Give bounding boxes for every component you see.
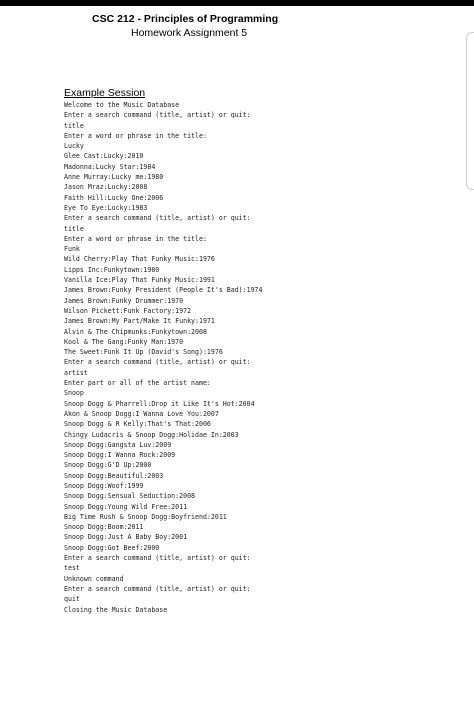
session-line: Snoop Dogg & Pharrell:Drop it Like It's Hot:2004 [64, 399, 255, 408]
session-line: James Brown:My Part/Make It Funky:1971 [64, 317, 215, 326]
session-line: Wilson Pickett:Funk Factory:1972 [64, 306, 192, 315]
session-line: Snoop Dogg:Sensual Seduction:2008 [64, 492, 196, 501]
session-line: Akon & Snoop Dogg:I Wanna Love You:2007 [64, 409, 219, 418]
session-line: Big Time Rush & Snoop Dogg:Boyfriend:2011 [64, 512, 227, 521]
session-line: Unknown command [64, 574, 124, 583]
session-line: Snoop [64, 389, 84, 398]
session-line: Snoop Dogg:Woof:1999 [64, 481, 144, 490]
session-line: Lipps Inc:Funkytown:1980 [64, 265, 160, 274]
session-line: Eye To Eye:Lucky:1983 [64, 203, 148, 212]
session-line: Snoop Dogg:Gangsta Luv:2009 [64, 440, 172, 449]
session-line: Welcome to the Music Database [64, 101, 180, 109]
session-line: Enter a search command (title, artist) or quit: [64, 584, 251, 593]
session-line: Kool & The Gang:Funky Man:1970 [64, 337, 184, 346]
session-line: quit [64, 595, 80, 604]
session-line: Snoop Dogg & R Kelly:That's That:2006 [64, 420, 211, 429]
example-session-transcript [64, 100, 464, 615]
session-line: Snoop Dogg:Beautiful:2003 [64, 471, 164, 480]
session-line: Snoop Dogg:G'D Up:2000 [64, 461, 152, 470]
session-line: Jason Mraz:Lucky:2008 [64, 183, 148, 192]
session-line: The Sweet:Funk It Up (David's Song):1976 [64, 348, 223, 357]
document-header [0, 12, 474, 40]
session-line: Snoop Dogg:Young Wild Free:2011 [64, 502, 188, 511]
session-line: Enter a search command (title, artist) or quit: [64, 214, 251, 223]
session-line: Chingy Ludacris & Snoop Dogg:Holidae In:2003 [64, 430, 239, 439]
section-heading: Example Session [64, 87, 146, 99]
session-line: test [64, 564, 80, 573]
document-title: CSC 212 - Principles of Programming [92, 13, 279, 25]
session-line: Wild Cherry:Play That Funky Music:1976 [64, 255, 215, 264]
document-subtitle: Homework Assignment 5 [131, 27, 248, 39]
session-line: Snoop Dogg:Boom:2011 [64, 523, 144, 532]
window-top-bar [0, 0, 474, 6]
session-line: Snoop Dogg:I Wanna Rock:2009 [64, 451, 176, 460]
session-line: title [64, 121, 84, 130]
session-line: Enter part or all of the artist name: [64, 379, 211, 388]
page-scroll-indicator[interactable] [466, 32, 474, 190]
session-line: artist [64, 368, 88, 377]
session-line: Enter a search command (title, artist) or quit: [64, 111, 251, 120]
session-line: James Brown:Funky President (People It's Bad):1974 [64, 286, 263, 295]
session-line: Enter a search command (title, artist) or quit: [64, 554, 251, 563]
session-line: Faith Hill:Lucky One:2006 [64, 193, 164, 202]
session-line: James Brown:Funky Drummer:1970 [64, 296, 184, 305]
session-line: Madonna:Lucky Star:1984 [64, 162, 156, 171]
session-line: Glee Cast:Lucky:2010 [64, 152, 144, 161]
session-line: Enter a word or phrase in the title: [64, 234, 207, 243]
session-line: title [64, 224, 84, 233]
session-line: Snoop Dogg:Just A Baby Boy:2001 [64, 533, 188, 542]
session-line: Closing the Music Database [64, 605, 168, 614]
session-line: Enter a word or phrase in the title: [64, 131, 207, 140]
session-line: Snoop Dogg:Got Beef:2000 [64, 543, 160, 552]
session-line: Vanilla Ice:Play That Funky Music:1991 [64, 276, 215, 285]
session-line: Enter a search command (title, artist) or quit: [64, 358, 251, 367]
session-line: Alvin & The Chipmunks:Funkytown:2008 [64, 327, 207, 336]
session-line: Anne Murray:Lucky me:1980 [64, 173, 164, 182]
session-line: Funk [64, 245, 80, 254]
session-line: Lucky [64, 142, 84, 151]
